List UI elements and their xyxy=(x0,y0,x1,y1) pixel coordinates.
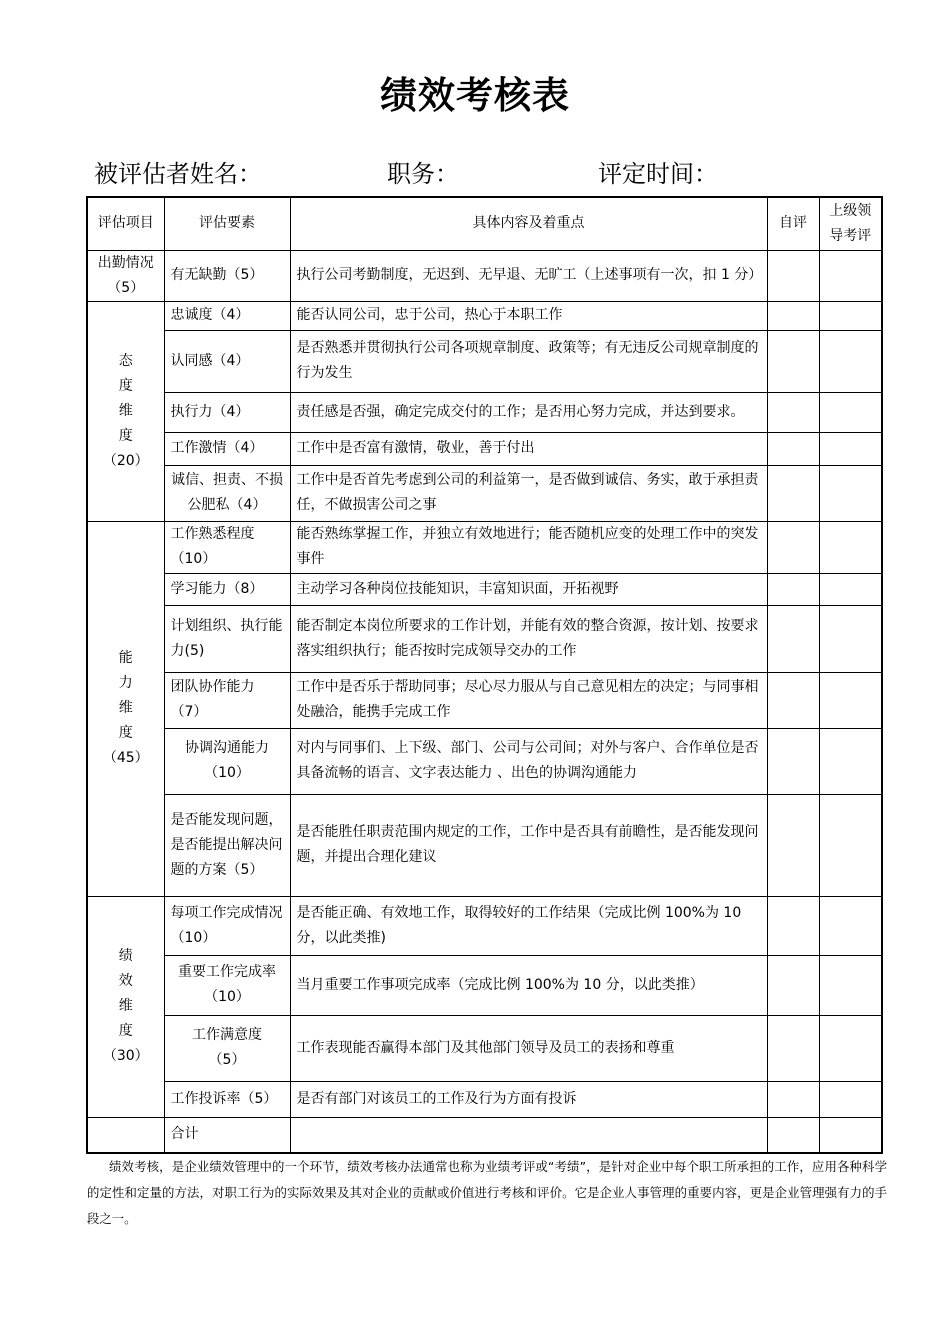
leader-score-cell[interactable] xyxy=(819,573,882,605)
element-cell: 诚信、担责、不损公肥私（4） xyxy=(164,465,290,521)
leader-score-cell[interactable] xyxy=(819,605,882,672)
name-field-label: 被评估者姓名： xyxy=(94,160,262,188)
self-score-cell[interactable] xyxy=(767,672,819,728)
header-self: 自评 xyxy=(767,197,819,250)
content-cell: 工作中是否富有激情，敬业，善于付出 xyxy=(290,432,767,465)
content-cell: 当月重要工作事项完成率（完成比例 100%为 10 分，以此类推） xyxy=(290,955,767,1015)
self-score-cell[interactable] xyxy=(767,330,819,392)
self-score-cell[interactable] xyxy=(767,432,819,465)
performance-dimension: 绩 效 维 度 （30） xyxy=(87,896,164,1117)
total-empty-cell xyxy=(87,1117,164,1153)
table-row xyxy=(87,728,882,794)
content-cell: 能否熟练掌握工作，并独立有效地进行；能否随机应变的处理工作中的突发事件 xyxy=(290,521,767,573)
position-field-label: 职务： xyxy=(387,160,459,188)
table-row xyxy=(87,392,882,432)
leader-score-cell[interactable] xyxy=(819,330,882,392)
leader-score-cell[interactable] xyxy=(819,896,882,955)
total-content-cell[interactable] xyxy=(290,1117,767,1153)
element-line: 重要工作完成率 xyxy=(178,964,276,980)
content-cell: 能否认同公司，忠于公司，热心于本职工作 xyxy=(290,301,767,330)
content-cell: 是否熟悉并贯彻执行公司各项规章制度、政策等；有无违反公司规章制度的行为发生 xyxy=(290,330,767,392)
content-cell: 是否有部门对该员工的工作及行为方面有投诉 xyxy=(290,1081,767,1117)
self-score-cell[interactable] xyxy=(767,794,819,896)
element-cell: 计划组织、执行能力(5) xyxy=(164,605,290,672)
table-row xyxy=(87,432,882,465)
leader-score-cell[interactable] xyxy=(819,955,882,1015)
self-score-cell[interactable] xyxy=(767,301,819,330)
element-line: （10） xyxy=(204,989,250,1005)
leader-score-cell[interactable] xyxy=(819,392,882,432)
content-cell: 是否能胜任职责范围内规定的工作，工作中是否具有前瞻性，是否能发现问题，并提出合理化建议 xyxy=(290,794,767,896)
content-cell: 主动学习各种岗位技能知识，丰富知识面，开拓视野 xyxy=(290,573,767,605)
leader-score-cell[interactable] xyxy=(819,521,882,573)
element-line: 协调沟通能力 xyxy=(185,740,269,756)
element-line: （5） xyxy=(208,1052,246,1068)
element-cell: 是否能发现问题，是否能提出解决问题的方案（5） xyxy=(164,794,290,896)
element-cell: 团队协作能力（7） xyxy=(164,672,290,728)
leader-score-cell[interactable] xyxy=(819,672,882,728)
element-cell: 工作投诉率（5） xyxy=(164,1081,290,1117)
content-cell: 是否能正确、有效地工作，取得较好的工作结果（完成比例 100%为 10 分，以此类推) xyxy=(290,896,767,955)
element-cell xyxy=(164,955,290,1015)
table-row xyxy=(87,672,882,728)
header-item: 评估项目 xyxy=(87,197,164,250)
attendance-content: 执行公司考勤制度，无迟到、无早退、无旷工（上述事项有一次，扣 1 分） xyxy=(290,250,767,301)
element-line: 工作满意度 xyxy=(192,1027,262,1043)
content-cell: 工作中是否首先考虑到公司的利益第一，是否做到诚信、务实，敢于承担责任，不做损害公司之事 xyxy=(290,465,767,521)
leader-score-cell[interactable] xyxy=(819,1081,882,1117)
table-row xyxy=(87,1015,882,1081)
header-row xyxy=(87,197,882,250)
attendance-element: 有无缺勤（5） xyxy=(164,250,290,301)
element-cell xyxy=(164,1015,290,1081)
table-row xyxy=(87,573,882,605)
attitude-dimension: 态 度 维 度 （20） xyxy=(87,301,164,521)
self-score-cell[interactable] xyxy=(767,521,819,573)
header-content: 具体内容及着重点 xyxy=(290,197,767,250)
total-label: 合计 xyxy=(164,1117,290,1153)
content-cell: 工作中是否乐于帮助同事；尽心尽力服从与自己意见相左的决定；与同事相处融洽，能携手完成工作 xyxy=(290,672,767,728)
leader-score-cell[interactable] xyxy=(819,728,882,794)
leader-score-cell[interactable] xyxy=(819,1015,882,1081)
leader-score-cell[interactable] xyxy=(819,250,882,301)
self-score-cell[interactable] xyxy=(767,896,819,955)
table-row xyxy=(87,955,882,1015)
ability-dimension: 能 力 维 度 （45） xyxy=(87,521,164,896)
total-self-cell[interactable] xyxy=(767,1117,819,1153)
leader-score-cell[interactable] xyxy=(819,432,882,465)
header-leader: 上级领导考评 xyxy=(819,197,882,250)
table-row xyxy=(87,1081,882,1117)
table-row xyxy=(87,605,882,672)
leader-score-cell[interactable] xyxy=(819,301,882,330)
element-cell: 工作激情（4） xyxy=(164,432,290,465)
form-header-fields xyxy=(0,154,950,194)
element-line: （10） xyxy=(204,765,250,781)
element-cell xyxy=(164,728,290,794)
date-field-label: 评定时间： xyxy=(598,160,718,188)
self-score-cell[interactable] xyxy=(767,955,819,1015)
content-cell: 对内与同事们、上下级、部门、公司与公司间；对外与客户、合作单位是否具备流畅的语言、文字表达能力 、出色的协调沟通能力 xyxy=(290,728,767,794)
total-row xyxy=(87,1117,882,1153)
footnote-paragraph: 绩效考核，是企业绩效管理中的一个环节，绩效考核办法通常也称为业绩考评或“考绩”，是针对企业中每个职工所承担的工作，应用各种科学的定性和定量的方法，对职工行为的实际效果及其对企业的贡献或价值进行考核和评价。它是企业人事管理的重要内容，更是企业管理强有力的手段之一。 xyxy=(87,1159,887,1226)
self-score-cell[interactable] xyxy=(767,465,819,521)
self-score-cell[interactable] xyxy=(767,1081,819,1117)
table-row xyxy=(87,301,882,330)
element-cell: 认同感（4） xyxy=(164,330,290,392)
table-row xyxy=(87,794,882,896)
page-title: 绩效考核表 xyxy=(380,74,570,117)
element-cell: 执行力（4） xyxy=(164,392,290,432)
table-row xyxy=(87,521,882,573)
leader-score-cell[interactable] xyxy=(819,465,882,521)
self-score-cell[interactable] xyxy=(767,573,819,605)
total-leader-cell[interactable] xyxy=(819,1117,882,1153)
table-row xyxy=(87,896,882,955)
content-cell: 工作表现能否赢得本部门及其他部门领导及员工的表扬和尊重 xyxy=(290,1015,767,1081)
table-row xyxy=(87,465,882,521)
self-score-cell[interactable] xyxy=(767,392,819,432)
attendance-item: 出勤情况（5） xyxy=(87,250,164,301)
self-score-cell[interactable] xyxy=(767,728,819,794)
content-cell: 能否制定本岗位所要求的工作计划，并能有效的整合资源，按计划、按要求落实组织执行；能否按时完成领导交办的工作 xyxy=(290,605,767,672)
element-cell: 忠诚度（4） xyxy=(164,301,290,330)
self-score-cell[interactable] xyxy=(767,605,819,672)
table-row xyxy=(87,250,882,301)
element-cell: 每项工作完成情况（10） xyxy=(164,896,290,955)
evaluation-table xyxy=(86,196,883,1154)
table-row xyxy=(87,330,882,392)
header-element: 评估要素 xyxy=(164,197,290,250)
leader-score-cell[interactable] xyxy=(819,794,882,896)
element-cell: 工作熟悉程度（10） xyxy=(164,521,290,573)
self-score-cell[interactable] xyxy=(767,1015,819,1081)
element-cell: 学习能力（8） xyxy=(164,573,290,605)
self-score-cell[interactable] xyxy=(767,250,819,301)
content-cell: 责任感是否强，确定完成交付的工作；是否用心努力完成，并达到要求。 xyxy=(290,392,767,432)
